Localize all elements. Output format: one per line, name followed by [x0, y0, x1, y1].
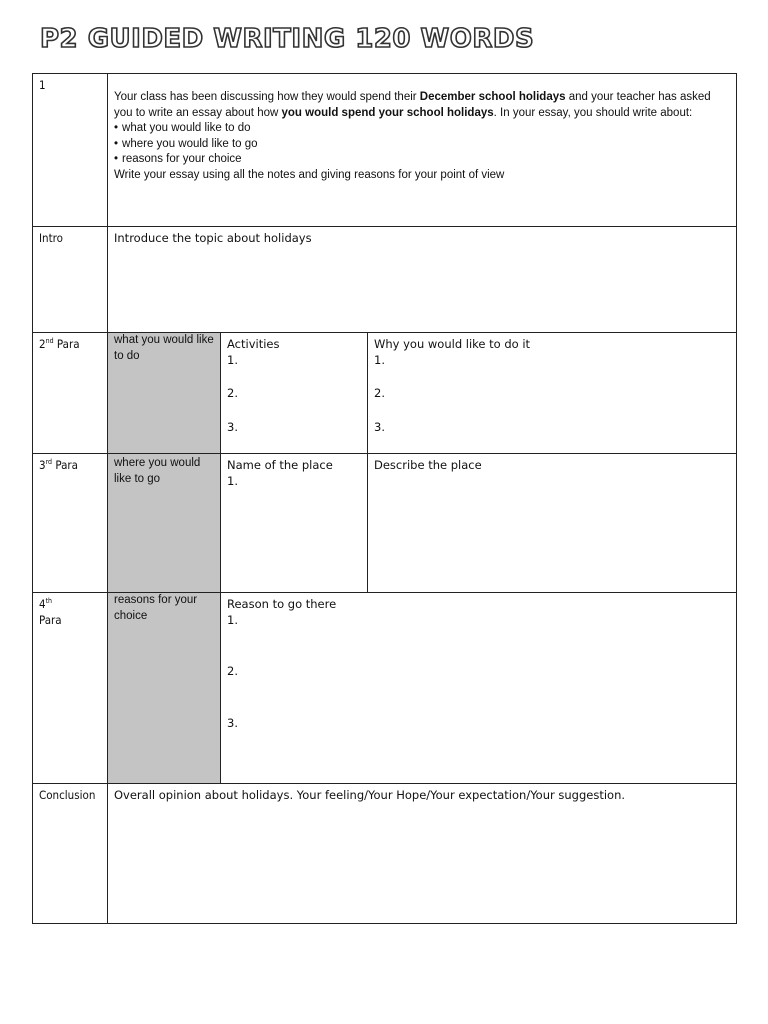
para4-reason-cell[interactable] [221, 593, 737, 784]
para4-label-num: 4 [39, 597, 46, 611]
para2-label-num: 2 [39, 337, 46, 351]
para2-row [33, 333, 737, 454]
conclusion-instruction[interactable]: Overall opinion about holidays. Your feeling/Your Hope/Your expectation/Your suggestion. [108, 784, 737, 924]
para4-label-word: Para [39, 612, 62, 627]
para3-prompt: where you would like to go [108, 454, 221, 593]
question-row [33, 74, 737, 227]
para4-reason-item: 1. [227, 612, 238, 627]
guided-writing-table [32, 73, 737, 924]
intro-row [33, 227, 737, 333]
para2-activity-item: 3. [227, 419, 238, 434]
question-text-part: and your teacher has asked you to write an essay about how [114, 91, 711, 119]
para4-prompt: reasons for your choice [108, 593, 221, 784]
para2-activity-item: 2. [227, 386, 238, 401]
question-bullets [114, 121, 726, 168]
para3-place-item: 1. [227, 473, 238, 488]
conclusion-label: Conclusion [33, 784, 108, 924]
para4-row [33, 593, 737, 784]
question-emphasis-holidays: December school holidays [419, 91, 566, 103]
question-text [108, 74, 737, 227]
para2-label-sup: nd [45, 337, 54, 346]
question-closing: Write your essay using all the notes and giving reasons for your point of view [114, 168, 505, 181]
para4-label-sup: th [45, 597, 53, 606]
para3-describe-head: Describe the place [374, 458, 482, 472]
intro-label: Intro [33, 227, 108, 333]
para2-label [33, 333, 108, 454]
conclusion-row [33, 784, 737, 924]
para2-why-item: 1. [374, 352, 385, 367]
para2-activities-head: Activities [227, 337, 280, 351]
page-title: P2 GUIDED WRITING 120 WORDS [40, 24, 535, 54]
question-emphasis-spend: you would spend your school holidays [281, 106, 494, 119]
para3-place-cell[interactable] [221, 454, 368, 593]
para2-why-item: 2. [374, 386, 385, 401]
bullet-item: • where you would like to go [114, 137, 726, 153]
para3-label-word: Para [52, 458, 78, 472]
para4-label [33, 593, 108, 784]
para2-why-cell[interactable] [368, 333, 737, 454]
para4-reason-item: 2. [227, 664, 238, 679]
para2-label-word: Para [53, 337, 80, 351]
para3-row [33, 454, 737, 593]
para3-label-sup: rd [45, 458, 53, 467]
bullet-item: • what you would like to do [114, 121, 726, 137]
para2-why-item: 3. [374, 419, 385, 434]
question-text-part: Your class has been discussing how they would spend their [114, 91, 420, 103]
bullet-item: • reasons for your choice [114, 152, 726, 168]
para2-activity-item: 1. [227, 352, 238, 367]
para2-why-head: Why you would like to do it [374, 337, 531, 351]
para2-activities-cell[interactable] [221, 333, 368, 454]
para4-reason-item: 3. [227, 715, 238, 730]
intro-instruction[interactable]: Introduce the topic about holidays [108, 227, 737, 333]
para3-place-head: Name of the place [227, 458, 333, 472]
para2-prompt: what you would like to do [108, 333, 221, 454]
question-text-part: . In your essay, you should write about: [493, 106, 693, 119]
para4-reason-head: Reason to go there [227, 597, 337, 611]
para3-label [33, 454, 108, 593]
para3-label-num: 3 [39, 458, 46, 472]
para3-describe-cell[interactable] [368, 454, 737, 593]
question-number: 1 [33, 74, 108, 227]
